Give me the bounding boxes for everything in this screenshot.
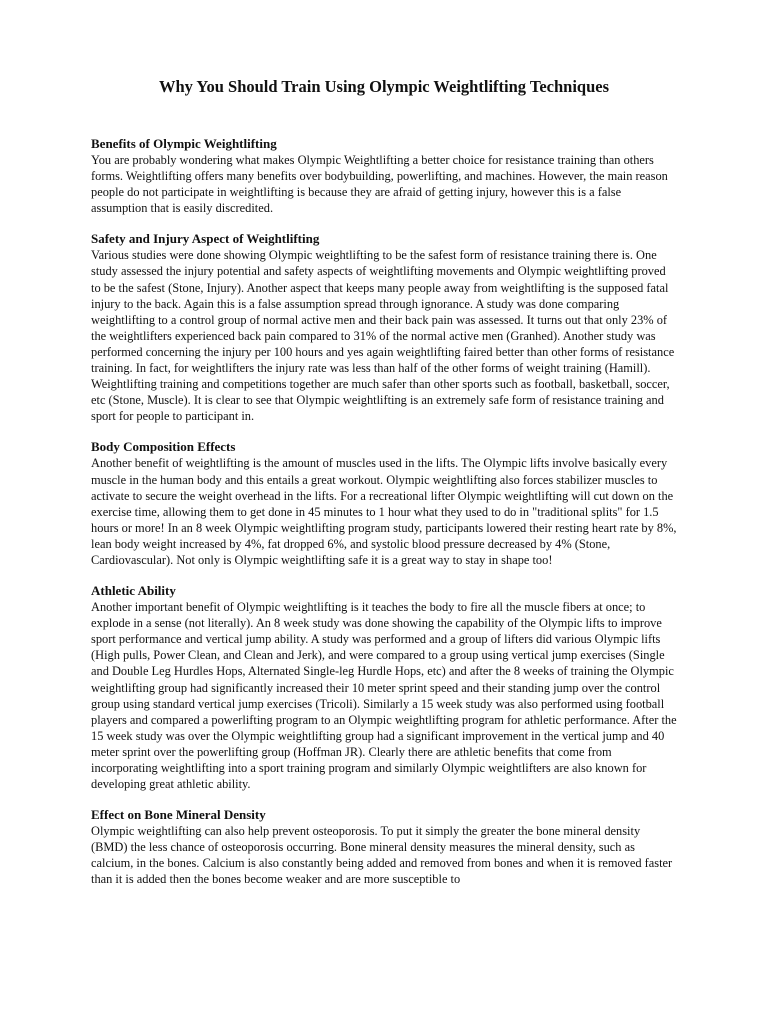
section-paragraph: You are probably wondering what makes Olympic Weightlifting a better choice for resistance training than others forms. Weightlifting offers many benefits over bodybuilding, powerlifting, and machines. However, the main reason people do not participate in weightlifting is because they are afraid of getting injury, however this is a false assumption that is easily discredited. [91, 153, 668, 216]
section-heading: Benefits of Olympic Weightlifting [91, 136, 277, 151]
section-paragraph: Various studies were done showing Olympic weightlifting to be the safest form of resistance training there is. One study assessed the injury potential and safety aspects of weightlifting movements and Olympic weightlifting proved to be the safest (Stone, Injury). Another aspect that keeps many people away from weightlifting is the supposed fatal injury to the back. Again this is a false assumption spread through ignorance. A study was done comparing weightlifting to a control group of normal active men and their back pain was assessed. It turns out that only 23% of the weightlifters experienced back pain compared to 31% of the normal active men (Granhed). Another study was performed concerning the injury per 100 hours and yes again weightlifting faired better than other forms of resistance training. In fact, for weightlifters the injury rate was less than half of the other forms of weight training (Hamill). Weightlifting training and competitions together are much safer than other sports such as football, basketball, soccer, etc (Stone, Muscle). It is clear to see that Olympic weightlifting is an extremely safe form of resistance training and sport for people to participant in. [91, 248, 675, 424]
section-heading: Safety and Injury Aspect of Weightlifting [91, 231, 320, 247]
section-benefits [91, 136, 677, 216]
section-body-composition [91, 439, 677, 568]
section-heading: Athletic Ability [91, 583, 176, 599]
section-bone-mineral-density [91, 807, 677, 887]
section-heading: Body Composition Effects [91, 439, 236, 455]
section-paragraph: Another benefit of weightlifting is the amount of muscles used in the lifts. The Olympic lifts involve basically every muscle in the human body and this entails a great workout. Olympic weightlifting also forces stabilizer muscles to activate to secure the weight overhead in the lifts. For a recreational lifter Olympic weightlifting will cut down on the exercise time, allowing them to get done in 45 minutes to 1 hour what they used to do in "traditional splits" for 1.5 hours or more! In an 8 week Olympic weightlifting program study, participants lowered their resting heart rate by 8%, lean body weight increased by 4%, fat dropped 6%, and systolic blood pressure decreased by 4% (Stone, Cardiovascular). Not only is Olympic weightlifting safe it is a great way to stay in shape too! [91, 456, 677, 567]
section-safety-injury [91, 231, 677, 424]
document-body [91, 136, 677, 903]
section-paragraph: Olympic weightlifting can also help prevent osteoporosis. To put it simply the greater the bone mineral density (BMD) the less chance of osteoporosis occurring. Bone mineral density measures the mineral density, such as calcium, in the bones. Calcium is also constantly being added and removed from bones and when it is removed faster than it is added then the bones become weaker and are more susceptible to [91, 824, 673, 887]
section-athletic-ability [91, 583, 677, 792]
section-heading: Effect on Bone Mineral Density [91, 807, 266, 823]
section-paragraph: Another important benefit of Olympic weightlifting is it teaches the body to fire all the muscle fibers at once; to explode in a sense (not literally). An 8 week study was done showing the capability of the Olympic lifts to improve sport performance and vertical jump ability. A study was performed and a group of lifters did various Olympic lifts (High pulls, Power Clean, and Clean and Jerk), and were compared to a group using vertical jump exercises (Single and Double Leg Hurdles Hops, Alternated Single-leg Hurdle Hops, etc) and after the 8 weeks of training the Olympic weightlifting group had significantly increased their 10 meter sprint speed and their standing jump over the control group using standard vertical jump exercises (Tricoli). Similarly a 15 week study was also performed using football players and compared a powerlifting program to an Olympic weightlifting program for athletic performance. After the 15 week study was over the Olympic weightlifting group had a significant improvement in the vertical jump and 40 meter sprint over the powerlifting group (Hoffman JR). Clearly there are athletic benefits that come from incorporating weightlifting into a sport training program and similarly Olympic weightlifters are also known for developing great athletic ability. [91, 600, 677, 792]
document-title: Why You Should Train Using Olympic Weightlifting Techniques [158, 77, 610, 96]
